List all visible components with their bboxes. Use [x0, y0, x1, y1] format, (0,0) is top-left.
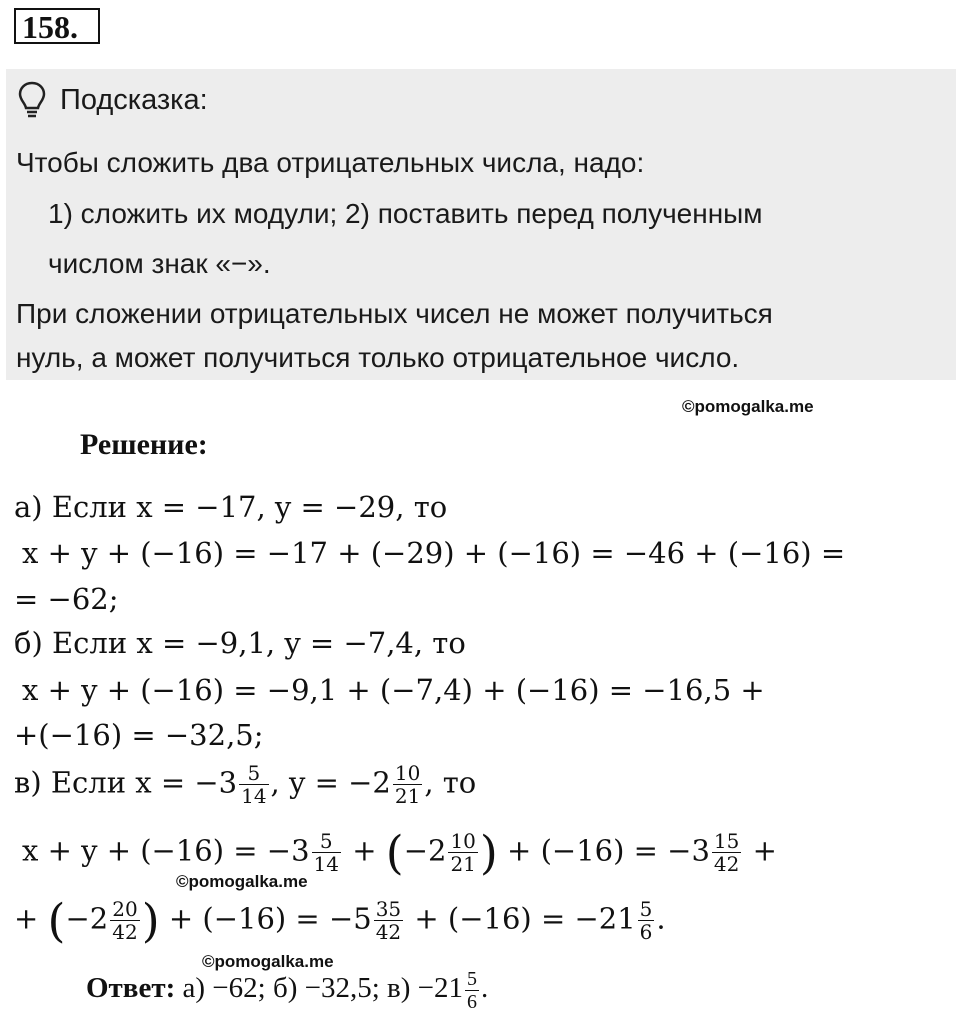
problem-number: 158.	[14, 8, 100, 44]
part-a-condition	[14, 490, 447, 524]
part-c-cond-a: Если x = −3	[50, 765, 238, 800]
part-b-line-1: x + y + (−16) = −9,1 + (−7,4) + (−16) = −16,5 +	[22, 673, 765, 707]
answer-label: Ответ:	[86, 972, 176, 1005]
fraction: $\frac{15}{42}$	[713, 829, 740, 876]
part-b-label: б)	[14, 626, 43, 660]
fraction: $\frac{10}{21}$	[450, 829, 476, 876]
part-b-line-2: +(−16) = −32,5;	[14, 718, 264, 752]
lightbulb-icon	[16, 80, 48, 120]
fraction: $\frac{10}{21}$	[394, 761, 421, 808]
watermark-bottom: ©pomogalka.me	[202, 952, 334, 971]
fraction: $\frac{35}{42}$	[375, 897, 402, 944]
part-c-condition	[14, 762, 476, 807]
fraction: $\frac{5}{14}$	[241, 761, 267, 808]
fraction: $\frac{5}{6}$	[466, 968, 477, 1013]
answer-line: Ответ: а) −62; б) −32,5; в) −21 $\frac{5}{6}$ .	[86, 968, 489, 1013]
answer-text: а) −62; б) −32,5; в) −21	[175, 972, 463, 1005]
part-c-line-1: x + y + (−16) = −3 $\frac{5}{14}$ + (−2 $\frac{10}{21}$ ) + (−16) = −3 $\frac{15}{42}$ +	[22, 825, 777, 880]
part-a-line-2: = −62;	[14, 582, 119, 616]
part-a-line-1: x + y + (−16) = −17 + (−29) + (−16) = −46 + (−16) =	[22, 536, 846, 570]
hint-title: Подсказка:	[60, 84, 208, 116]
part-a-label: а)	[14, 490, 43, 524]
part-c-label: в)	[14, 765, 42, 800]
part-a-cond: Если x = −17, y = −29, то	[51, 490, 448, 524]
watermark-top: ©pomogalka.me	[682, 397, 814, 416]
watermark-middle: ©pomogalka.me	[176, 872, 308, 891]
part-c-line-2: + (−2 $\frac{20}{42}$ ) + (−16) = −5 $\frac{35}{42}$ + (−16) = −21 $\frac{5}{6}$ .	[14, 893, 666, 948]
hint-line-5: нуль, а может получиться только отрицательное число.	[16, 342, 740, 373]
solution-title: Решение:	[80, 428, 208, 461]
part-b-cond: Если x = −9,1, y = −7,4, то	[52, 626, 466, 660]
part-b-condition	[14, 626, 466, 660]
fraction: $\frac{5}{6}$	[639, 897, 653, 944]
hint-line-4: При сложении отрицательных чисел не может получиться	[16, 298, 773, 329]
fraction: $\frac{5}{14}$	[313, 829, 339, 876]
hint-line-1: Чтобы сложить два отрицательных числа, надо:	[16, 147, 645, 178]
part-c-cond-c: , то	[424, 765, 477, 800]
hint-line-3: числом знак «−».	[48, 248, 271, 279]
part-c-cond-b: , y = −2	[270, 765, 391, 800]
hint-line-2: 1) сложить их модули; 2) поставить перед полученным	[48, 198, 763, 229]
fraction: $\frac{20}{42}$	[112, 897, 138, 944]
